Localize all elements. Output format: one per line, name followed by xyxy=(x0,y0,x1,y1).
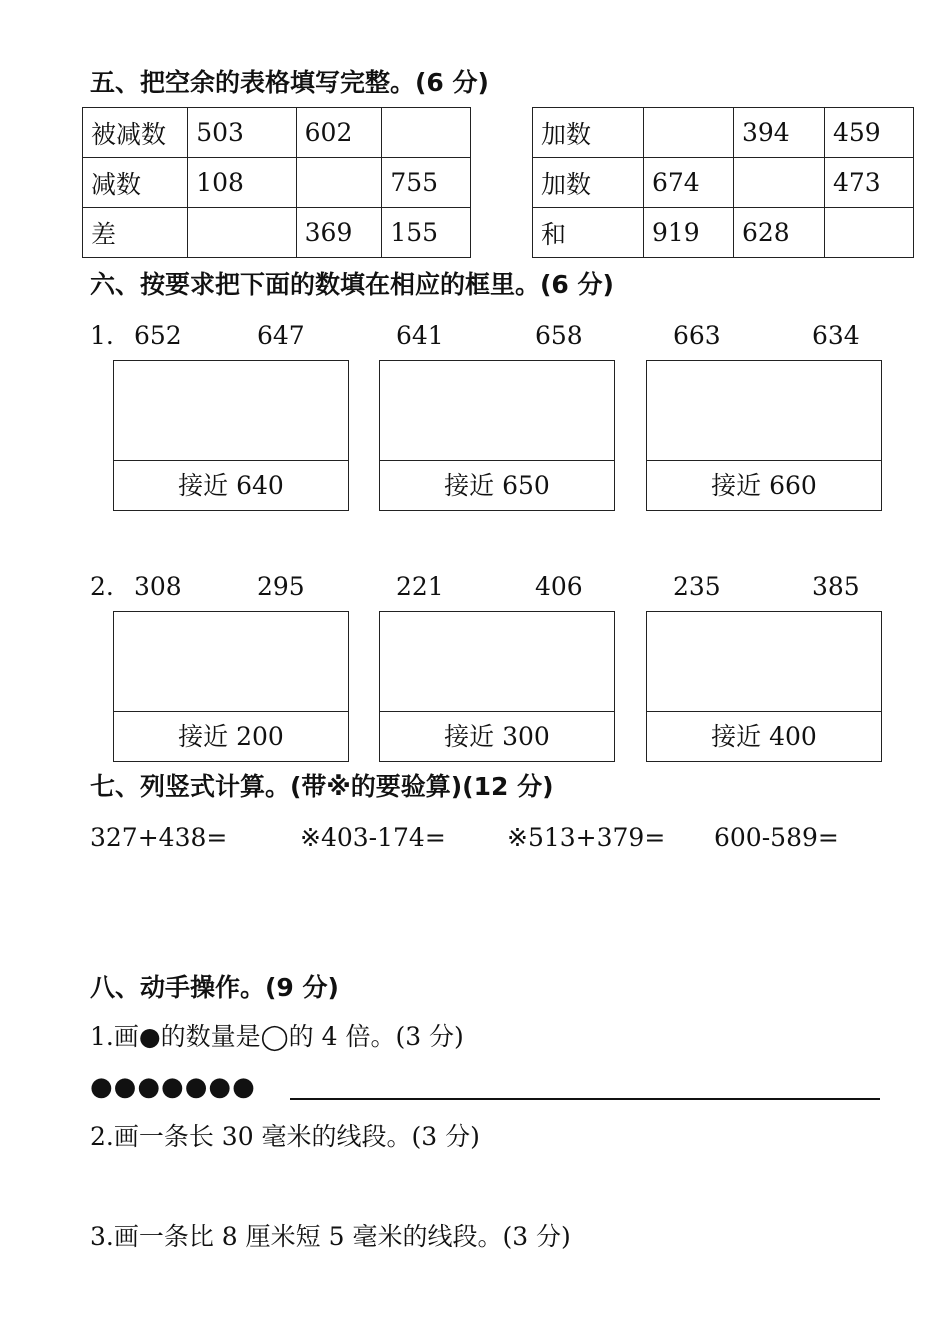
number-item: 647 xyxy=(257,321,305,350)
question-2: 2.画一条长 30 毫米的线段。(3 分) xyxy=(90,1122,480,1151)
table-cell: 459 xyxy=(825,108,914,158)
question-number: 1. xyxy=(90,321,114,350)
table-cell: 394 xyxy=(734,108,825,158)
answer-box[interactable] xyxy=(113,360,349,511)
number-item: 221 xyxy=(396,572,444,601)
table-cell: 628 xyxy=(734,208,825,258)
table-cell-blank[interactable] xyxy=(734,158,825,208)
calc-problem: ※513+379= xyxy=(507,823,666,852)
box-label: 接近 660 xyxy=(647,460,881,511)
number-item: 406 xyxy=(535,572,583,601)
table-cell: 加数 xyxy=(533,108,644,158)
table-cell-blank[interactable] xyxy=(188,208,296,258)
drawing-line[interactable] xyxy=(290,1098,880,1100)
table-cell: 和 xyxy=(533,208,644,258)
calc-problem: 327+438= xyxy=(90,823,228,852)
question-number: 2. xyxy=(90,572,114,601)
number-item: 658 xyxy=(535,321,583,350)
table-cell: 473 xyxy=(825,158,914,208)
number-item: 295 xyxy=(257,572,305,601)
table-cell: 被减数 xyxy=(83,108,188,158)
section8-title: 八、动手操作。(9 分) xyxy=(90,973,339,1002)
box-label: 接近 650 xyxy=(380,460,614,511)
answer-box[interactable] xyxy=(646,611,882,762)
table-cell: 加数 xyxy=(533,158,644,208)
box-label: 接近 640 xyxy=(114,460,348,511)
table-cell-blank[interactable] xyxy=(644,108,734,158)
table-cell: 155 xyxy=(382,208,471,258)
filled-circles: ●●●●●●● xyxy=(90,1072,256,1102)
table-cell-blank[interactable] xyxy=(296,158,382,208)
number-item: 634 xyxy=(812,321,860,350)
table-cell: 369 xyxy=(296,208,382,258)
table-cell: 602 xyxy=(296,108,382,158)
question-1: 1.画●的数量是◯的 4 倍。(3 分) xyxy=(90,1022,464,1051)
number-item: 308 xyxy=(134,572,182,601)
subtraction-table xyxy=(82,107,471,258)
addition-table xyxy=(532,107,914,258)
table-cell: 919 xyxy=(644,208,734,258)
table-cell: 减数 xyxy=(83,158,188,208)
calc-problem: 600-589= xyxy=(714,823,839,852)
section6-title: 六、按要求把下面的数填在相应的框里。(6 分) xyxy=(90,270,614,299)
number-item: 652 xyxy=(134,321,182,350)
answer-box[interactable] xyxy=(379,360,615,511)
question-3: 3.画一条比 8 厘米短 5 毫米的线段。(3 分) xyxy=(90,1222,571,1251)
number-item: 385 xyxy=(812,572,860,601)
box-label: 接近 300 xyxy=(380,711,614,762)
calc-problem: ※403-174= xyxy=(300,823,446,852)
table-cell-blank[interactable] xyxy=(825,208,914,258)
section5-title: 五、把空余的表格填写完整。(6 分) xyxy=(90,68,489,97)
answer-box[interactable] xyxy=(379,611,615,762)
table-cell-blank[interactable] xyxy=(382,108,471,158)
box-label: 接近 400 xyxy=(647,711,881,762)
number-item: 235 xyxy=(673,572,721,601)
answer-box[interactable] xyxy=(113,611,349,762)
box-label: 接近 200 xyxy=(114,711,348,762)
number-item: 663 xyxy=(673,321,721,350)
number-item: 641 xyxy=(396,321,444,350)
table-cell: 755 xyxy=(382,158,471,208)
answer-box[interactable] xyxy=(646,360,882,511)
section7-title: 七、列竖式计算。(带※的要验算)(12 分) xyxy=(90,772,554,801)
table-cell: 108 xyxy=(188,158,296,208)
table-cell: 503 xyxy=(188,108,296,158)
table-cell: 差 xyxy=(83,208,188,258)
table-cell: 674 xyxy=(644,158,734,208)
